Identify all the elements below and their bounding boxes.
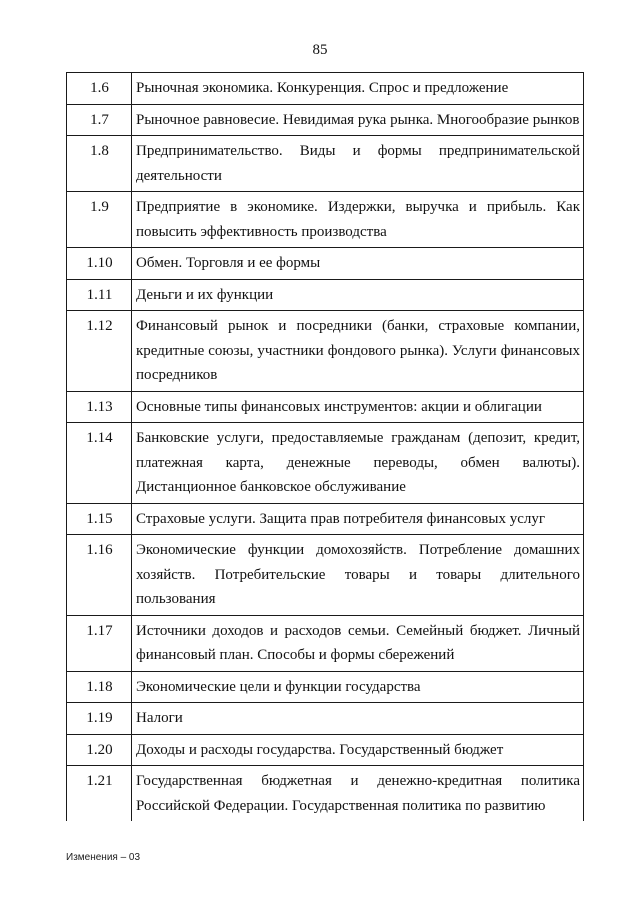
table-row	[67, 615, 584, 671]
topic-number: 1.17	[67, 615, 132, 671]
topic-title: Налоги	[132, 703, 584, 735]
table-row	[67, 248, 584, 280]
topic-title: Предприятие в экономике. Издержки, выручка и прибыль. Как повысить эффективность производства	[132, 192, 584, 248]
topic-title: Банковские услуги, предоставляемые гражданам (депозит, кредит, платежная карта, денежные переводы, обмен валюты). Дистанционное банковское обслуживание	[132, 423, 584, 504]
table-row	[67, 671, 584, 703]
topic-number: 1.10	[67, 248, 132, 280]
topic-number: 1.6	[67, 73, 132, 105]
topic-title: Обмен. Торговля и ее формы	[132, 248, 584, 280]
topic-number: 1.16	[67, 535, 132, 616]
footer-revision: Изменения – 03	[66, 852, 141, 863]
page-number: 85	[312, 42, 328, 58]
topic-number: 1.7	[67, 104, 132, 136]
table-row	[67, 73, 584, 105]
topic-title: Источники доходов и расходов семьи. Семейный бюджет. Личный финансовый план. Способы и формы сбережений	[132, 615, 584, 671]
topic-number: 1.20	[67, 734, 132, 766]
table-row	[67, 279, 584, 311]
topics-table	[66, 72, 584, 821]
topic-title: Государственная бюджетная и денежно-кредитная политика Российской Федерации. Государственная политика по развитию	[132, 766, 584, 822]
topic-number: 1.8	[67, 136, 132, 192]
table-row	[67, 391, 584, 423]
table-row	[67, 192, 584, 248]
topics-table-body	[67, 73, 584, 822]
table-row	[67, 136, 584, 192]
topic-title: Рыночная экономика. Конкуренция. Спрос и предложение	[132, 73, 584, 105]
table-row	[67, 104, 584, 136]
topic-number: 1.11	[67, 279, 132, 311]
topic-title: Доходы и расходы государства. Государственный бюджет	[132, 734, 584, 766]
topic-number: 1.21	[67, 766, 132, 822]
table-row	[67, 703, 584, 735]
topic-number: 1.19	[67, 703, 132, 735]
topic-number: 1.13	[67, 391, 132, 423]
table-row	[67, 423, 584, 504]
topic-title: Страховые услуги. Защита прав потребителя финансовых услуг	[132, 503, 584, 535]
table-row	[67, 766, 584, 822]
topic-title: Экономические цели и функции государства	[132, 671, 584, 703]
topic-number: 1.15	[67, 503, 132, 535]
topic-title: Экономические функции домохозяйств. Потребление домашних хозяйств. Потребительские товары и товары длительного пользования	[132, 535, 584, 616]
topic-title: Рыночное равновесие. Невидимая рука рынка. Многообразие рынков	[132, 104, 584, 136]
topic-title: Финансовый рынок и посредники (банки, страховые компании, кредитные союзы, участники фондового рынка). Услуги финансовых посредников	[132, 311, 584, 392]
topic-number: 1.18	[67, 671, 132, 703]
table-row	[67, 311, 584, 392]
topic-title: Основные типы финансовых инструментов: акции и облигации	[132, 391, 584, 423]
topic-title: Предпринимательство. Виды и формы предпринимательской деятельности	[132, 136, 584, 192]
table-row	[67, 535, 584, 616]
topic-number: 1.9	[67, 192, 132, 248]
topic-number: 1.14	[67, 423, 132, 504]
topic-title: Деньги и их функции	[132, 279, 584, 311]
topic-number: 1.12	[67, 311, 132, 392]
table-row	[67, 734, 584, 766]
table-row	[67, 503, 584, 535]
